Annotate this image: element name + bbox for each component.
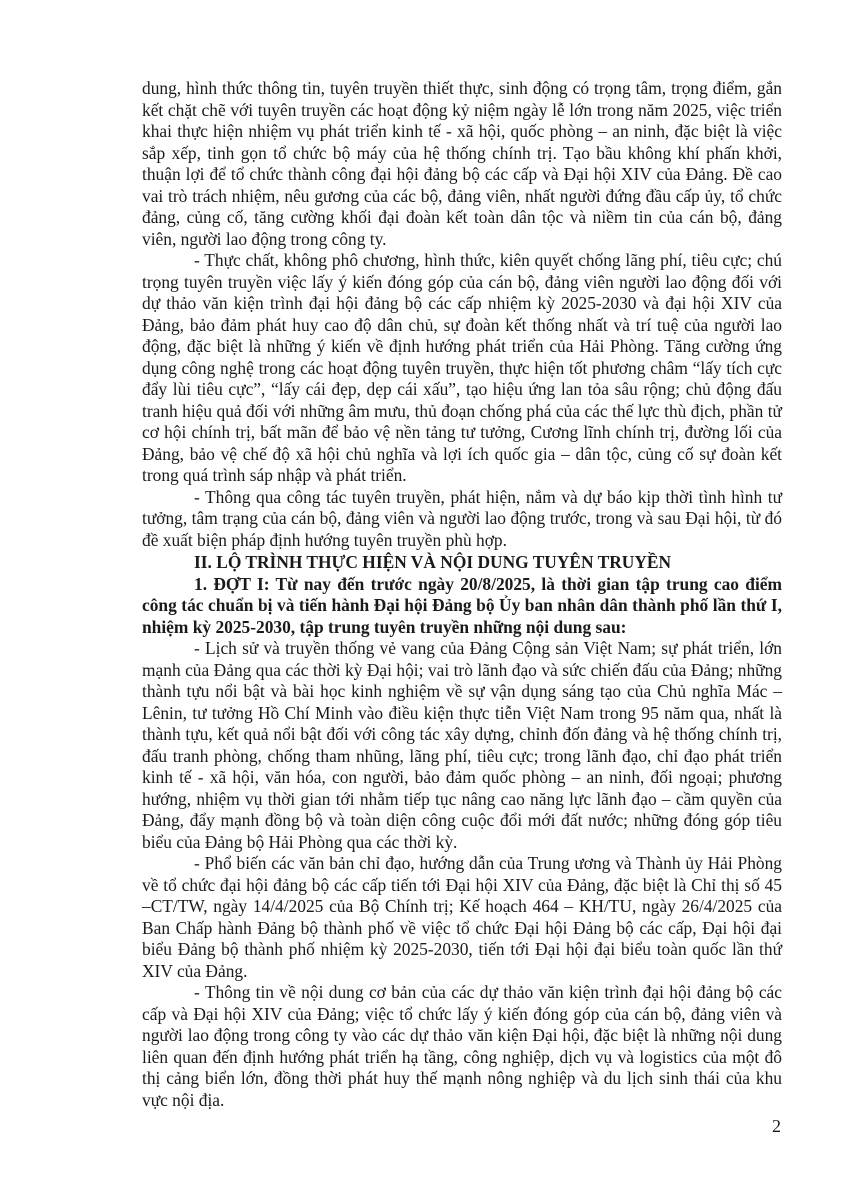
paragraph-monitoring: - Thông qua công tác tuyên truyền, phát hiện, nắm và dự báo kịp thời tình hình tư tưởng, tâm trạng của cán bộ, đảng viên và người lao động trước, trong và sau Đại hội, từ đó đề xuất biện pháp định hướng tuyên truyền phù hợp. [142,486,782,550]
phase-item-directives: - Phổ biến các văn bản chỉ đạo, hướng dẫn của Trung ương và Thành ủy Hải Phòng về tổ chức đại hội đảng bộ các cấp tiến tới Đại hội XIV của Đảng, đặc biệt là Chỉ thị số 45 –CT/TW, ngày 14/4/2025 của Bộ Chính trị; Kế hoạch 464 – KH/TU, ngày 26/4/2025 của Ban Chấp hành Đảng bộ thành phố về việc tổ chức Đại hội Đảng bộ các cấp, Đại hội đại biểu Đảng bộ thành phố nhiệm kỳ 2025-2030, tiến tới Đại hội đại biểu toàn quốc lần thứ XIV của Đảng. [142,853,782,981]
document-page [142,78,782,1111]
phase-heading: 1. ĐỢT I: Từ nay đến trước ngày 20/8/2025, là thời gian tập trung cao điểm công tác chuẩn bị và tiến hành Đại hội Đảng bộ Ủy ban nhân dân thành phố lần thứ I, nhiệm kỳ 2025-2030, tập trung tuyên truyền những nội dung sau: [142,573,782,637]
paragraph-continuation: dung, hình thức thông tin, tuyên truyền thiết thực, sinh động có trọng tâm, trọng điểm, gắn kết chặt chẽ với tuyên truyền các hoạt động kỷ niệm ngày lễ lớn trong năm 2025, việc triển khai thực hiện nhiệm vụ phát triển kinh tế - xã hội, quốc phòng – an ninh, đặc biệt là việc sắp xếp, tinh gọn tổ chức bộ máy của hệ thống chính trị. Tạo bầu không khí phấn khởi, thuận lợi để tổ chức thành công đại hội đảng bộ các cấp và Đại hội XIV của Đảng. Đề cao vai trò trách nhiệm, nêu gương của các bộ, đảng viên, nhất người đứng đầu cấp ủy, tổ chức đảng, củng cố, tăng cường khối đại đoàn kết toàn dân tộc và niềm tin của cán bộ, đảng viên, người lao động trong công ty. [142,78,782,249]
section-heading: II. LỘ TRÌNH THỰC HIỆN VÀ NỘI DUNG TUYÊN TRUYỀN [194,552,672,572]
phase-item-drafts: - Thông tin về nội dung cơ bản của các dự thảo văn kiện trình đại hội đảng bộ các cấp và Đại hội XIV của Đảng; việc tổ chức lấy ý kiến đóng góp của cán bộ, đảng viên và người lao động trong công ty vào các dự thảo văn kiện Đại hội, đặc biệt là những nội dung liên quan đến định hướng phát triển hạ tầng, công nghiệp, dịch vụ và logistics của một đô thị cảng biển lớn, đồng thời phát huy thế mạnh nông nghiệp và du lịch sinh thái của khu vực nội địa. [142,982,782,1110]
page-number: 2 [772,1116,781,1136]
paragraph-substance: - Thực chất, không phô chương, hình thức, kiên quyết chống lãng phí, tiêu cực; chú trọng tuyên truyền việc lấy ý kiến đóng góp của cán bộ, đảng viên người lao động đối với dự thảo văn kiện trình đại hội đảng bộ các cấp nhiệm kỳ 2025-2030 và đại hội XIV của Đảng, bảo đảm phát huy cao độ dân chủ, sự đoàn kết thống nhất và trí tuệ của người lao động, đặc biệt là những ý kiến về định hướng phát triển của Hải Phòng. Tăng cường ứng dụng công nghệ trong các hoạt động tuyên truyền, thực hiện tốt phương châm “lấy tích cực đẩy lùi tiêu cực”, “lấy cái đẹp, dẹp cái xấu”, tạo hiệu ứng lan tỏa sâu rộng; chủ động đấu tranh hiệu quả đối với những âm mưu, thủ đoạn chống phá của các thế lực thù địch, phần tử cơ hội chính trị, bất mãn để bảo vệ nền tảng tư tưởng, Cương lĩnh chính trị, đường lối của Đảng, bảo vệ chế độ xã hội chủ nghĩa và lợi ích quốc gia – dân tộc, củng cố sự đoàn kết trong quá trình sáp nhập và phát triển. [142,250,782,485]
phase-item-history: - Lịch sử và truyền thống vẻ vang của Đảng Cộng sản Việt Nam; sự phát triển, lớn mạnh của Đảng qua các thời kỳ Đại hội; vai trò lãnh đạo và sức chiến đấu của Đảng; những thành tựu nổi bật và bài học kinh nghiệm về sự vận dụng sáng tạo của Chủ nghĩa Mác – Lênin, tư tưởng Hồ Chí Minh vào điều kiện thực tiễn Việt Nam trong 95 năm qua, nhất là thành tựu, kết quả nổi bật đối với công tác xây dựng, chỉnh đốn đảng và hệ thống chính trị, đấu tranh phòng, chống tham nhũng, lãng phí, tiêu cực; trong lãnh đạo, chỉ đạo phát triển kinh tế - xã hội, văn hóa, con người, bảo đảm quốc phòng – an ninh, đối ngoại; phương hướng, nhiệm vụ thời gian tới nhằm tiếp tục nâng cao năng lực lãnh đạo – cầm quyền của Đảng, đẩy mạnh đồng bộ và toàn diện công cuộc đổi mới đất nước; những đóng góp tiêu biểu của Đảng bộ Hải Phòng qua các thời kỳ. [142,638,782,852]
